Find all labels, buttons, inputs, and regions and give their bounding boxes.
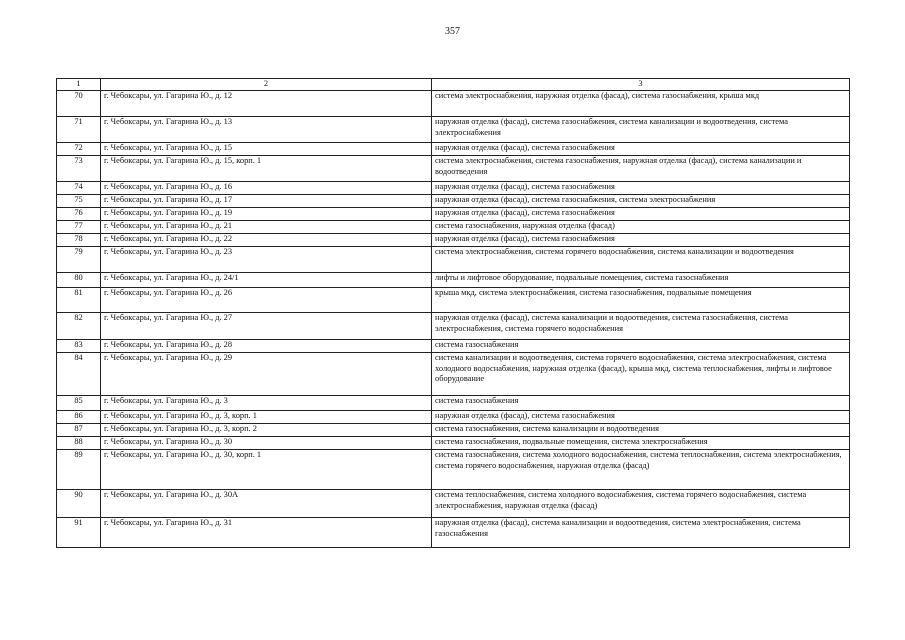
- table-row: [57, 411, 850, 424]
- systems-cell: система газоснабжения, подвальные помещения, система электроснабжения: [432, 437, 850, 450]
- systems-cell: наружная отделка (фасад), система газоснабжения, система канализации и водоотведения, система электроснабжения: [432, 117, 850, 143]
- row-number-cell: 71: [57, 117, 101, 143]
- address-cell: г. Чебоксары, ул. Гагарина Ю., д. 24/1: [101, 273, 432, 288]
- row-number-cell: 84: [57, 353, 101, 396]
- row-number-cell: 91: [57, 518, 101, 548]
- address-cell: г. Чебоксары, ул. Гагарина Ю., д. 3: [101, 396, 432, 411]
- address-cell: г. Чебоксары, ул. Гагарина Ю., д. 26: [101, 288, 432, 313]
- address-cell: г. Чебоксары, ул. Гагарина Ю., д. 22: [101, 234, 432, 247]
- systems-cell: наружная отделка (фасад), система газоснабжения: [432, 411, 850, 424]
- table-row: [57, 396, 850, 411]
- row-number-cell: 73: [57, 156, 101, 182]
- address-cell: г. Чебоксары, ул. Гагарина Ю., д. 23: [101, 247, 432, 273]
- row-number-cell: 80: [57, 273, 101, 288]
- address-cell: г. Чебоксары, ул. Гагарина Ю., д. 29: [101, 353, 432, 396]
- table-row: [57, 437, 850, 450]
- table-row: [57, 313, 850, 340]
- address-cell: г. Чебоксары, ул. Гагарина Ю., д. 21: [101, 221, 432, 234]
- address-cell: г. Чебоксары, ул. Гагарина Ю., д. 30: [101, 437, 432, 450]
- systems-cell: наружная отделка (фасад), система газоснабжения: [432, 143, 850, 156]
- row-number-cell: 74: [57, 182, 101, 195]
- systems-cell: лифты и лифтовое оборудование, подвальные помещения, система газоснабжения: [432, 273, 850, 288]
- row-number-cell: 82: [57, 313, 101, 340]
- address-cell: г. Чебоксары, ул. Гагарина Ю., д. 15, корп. 1: [101, 156, 432, 182]
- table-row: [57, 143, 850, 156]
- row-number-cell: 81: [57, 288, 101, 313]
- table-row: [57, 182, 850, 195]
- address-cell: г. Чебоксары, ул. Гагарина Ю., д. 19: [101, 208, 432, 221]
- address-cell: г. Чебоксары, ул. Гагарина Ю., д. 16: [101, 182, 432, 195]
- table-row: [57, 273, 850, 288]
- address-cell: г. Чебоксары, ул. Гагарина Ю., д. 28: [101, 340, 432, 353]
- systems-cell: система теплоснабжения, система холодного водоснабжения, система горячего водоснабжения, система электроснабжения, наружная отделка (фасад): [432, 490, 850, 518]
- systems-cell: система канализации и водоотведения, система горячего водоснабжения, система электроснабжения, система холодного водоснабжения, наружная отделка (фасад), крыша мкд, система теплоснабжения, лифты и лифтовое оборудование: [432, 353, 850, 396]
- systems-cell: система газоснабжения, наружная отделка (фасад): [432, 221, 850, 234]
- table-row: [57, 234, 850, 247]
- row-number-cell: 70: [57, 91, 101, 117]
- row-number-cell: 75: [57, 195, 101, 208]
- systems-cell: наружная отделка (фасад), система газоснабжения, система электроснабжения: [432, 195, 850, 208]
- address-cell: г. Чебоксары, ул. Гагарина Ю., д. 3, корп. 1: [101, 411, 432, 424]
- address-cell: г. Чебоксары, ул. Гагарина Ю., д. 3, корп. 2: [101, 424, 432, 437]
- table-row: [57, 91, 850, 117]
- systems-cell: система электроснабжения, система газоснабжения, наружная отделка (фасад), система канализации и водоотведения: [432, 156, 850, 182]
- systems-cell: наружная отделка (фасад), система канализации и водоотведения, система газоснабжения, система электроснабжения, система горячего водоснабжения: [432, 313, 850, 340]
- systems-cell: система электроснабжения, система горячего водоснабжения, система канализации и водоотведения: [432, 247, 850, 273]
- row-number-cell: 90: [57, 490, 101, 518]
- table-row: [57, 353, 850, 396]
- table-row: [57, 490, 850, 518]
- table-row: [57, 208, 850, 221]
- row-number-cell: 86: [57, 411, 101, 424]
- address-cell: г. Чебоксары, ул. Гагарина Ю., д. 30А: [101, 490, 432, 518]
- systems-cell: система газоснабжения, система холодного водоснабжения, система теплоснабжения, система электроснабжения, система горячего водоснабжения, наружная отделка (фасад): [432, 450, 850, 490]
- systems-cell: наружная отделка (фасад), система канализации и водоотведения, система электроснабжения, система газоснабжения: [432, 518, 850, 548]
- address-cell: г. Чебоксары, ул. Гагарина Ю., д. 30, корп. 1: [101, 450, 432, 490]
- table-row: [57, 450, 850, 490]
- row-number-cell: 79: [57, 247, 101, 273]
- row-number-cell: 89: [57, 450, 101, 490]
- systems-cell: наружная отделка (фасад), система газоснабжения: [432, 234, 850, 247]
- systems-cell: крыша мкд, система электроснабжения, система газоснабжения, подвальные помещения: [432, 288, 850, 313]
- buildings-table: [56, 78, 850, 548]
- row-number-cell: 88: [57, 437, 101, 450]
- address-cell: г. Чебоксары, ул. Гагарина Ю., д. 27: [101, 313, 432, 340]
- address-cell: г. Чебоксары, ул. Гагарина Ю., д. 31: [101, 518, 432, 548]
- table-row: [57, 518, 850, 548]
- systems-cell: система газоснабжения: [432, 340, 850, 353]
- header-cell: 1: [57, 79, 101, 91]
- table-row: [57, 156, 850, 182]
- address-cell: г. Чебоксары, ул. Гагарина Ю., д. 12: [101, 91, 432, 117]
- address-cell: г. Чебоксары, ул. Гагарина Ю., д. 17: [101, 195, 432, 208]
- systems-cell: система газоснабжения: [432, 396, 850, 411]
- header-cell: 2: [101, 79, 432, 91]
- table-row: [57, 340, 850, 353]
- address-cell: г. Чебоксары, ул. Гагарина Ю., д. 13: [101, 117, 432, 143]
- row-number-cell: 76: [57, 208, 101, 221]
- table-row: [57, 195, 850, 208]
- page-number: 357: [445, 26, 460, 37]
- table-row: [57, 117, 850, 143]
- address-cell: г. Чебоксары, ул. Гагарина Ю., д. 15: [101, 143, 432, 156]
- systems-cell: наружная отделка (фасад), система газоснабжения: [432, 208, 850, 221]
- table-header-row: [57, 79, 850, 91]
- table-row: [57, 247, 850, 273]
- systems-cell: наружная отделка (фасад), система газоснабжения: [432, 182, 850, 195]
- row-number-cell: 77: [57, 221, 101, 234]
- header-cell: 3: [432, 79, 850, 91]
- row-number-cell: 83: [57, 340, 101, 353]
- row-number-cell: 85: [57, 396, 101, 411]
- table-row: [57, 221, 850, 234]
- systems-cell: система газоснабжения, система канализации и водоотведения: [432, 424, 850, 437]
- table-row: [57, 288, 850, 313]
- table-row: [57, 424, 850, 437]
- row-number-cell: 72: [57, 143, 101, 156]
- row-number-cell: 87: [57, 424, 101, 437]
- row-number-cell: 78: [57, 234, 101, 247]
- systems-cell: система электроснабжения, наружная отделка (фасад), система газоснабжения, крыша мкд: [432, 91, 850, 117]
